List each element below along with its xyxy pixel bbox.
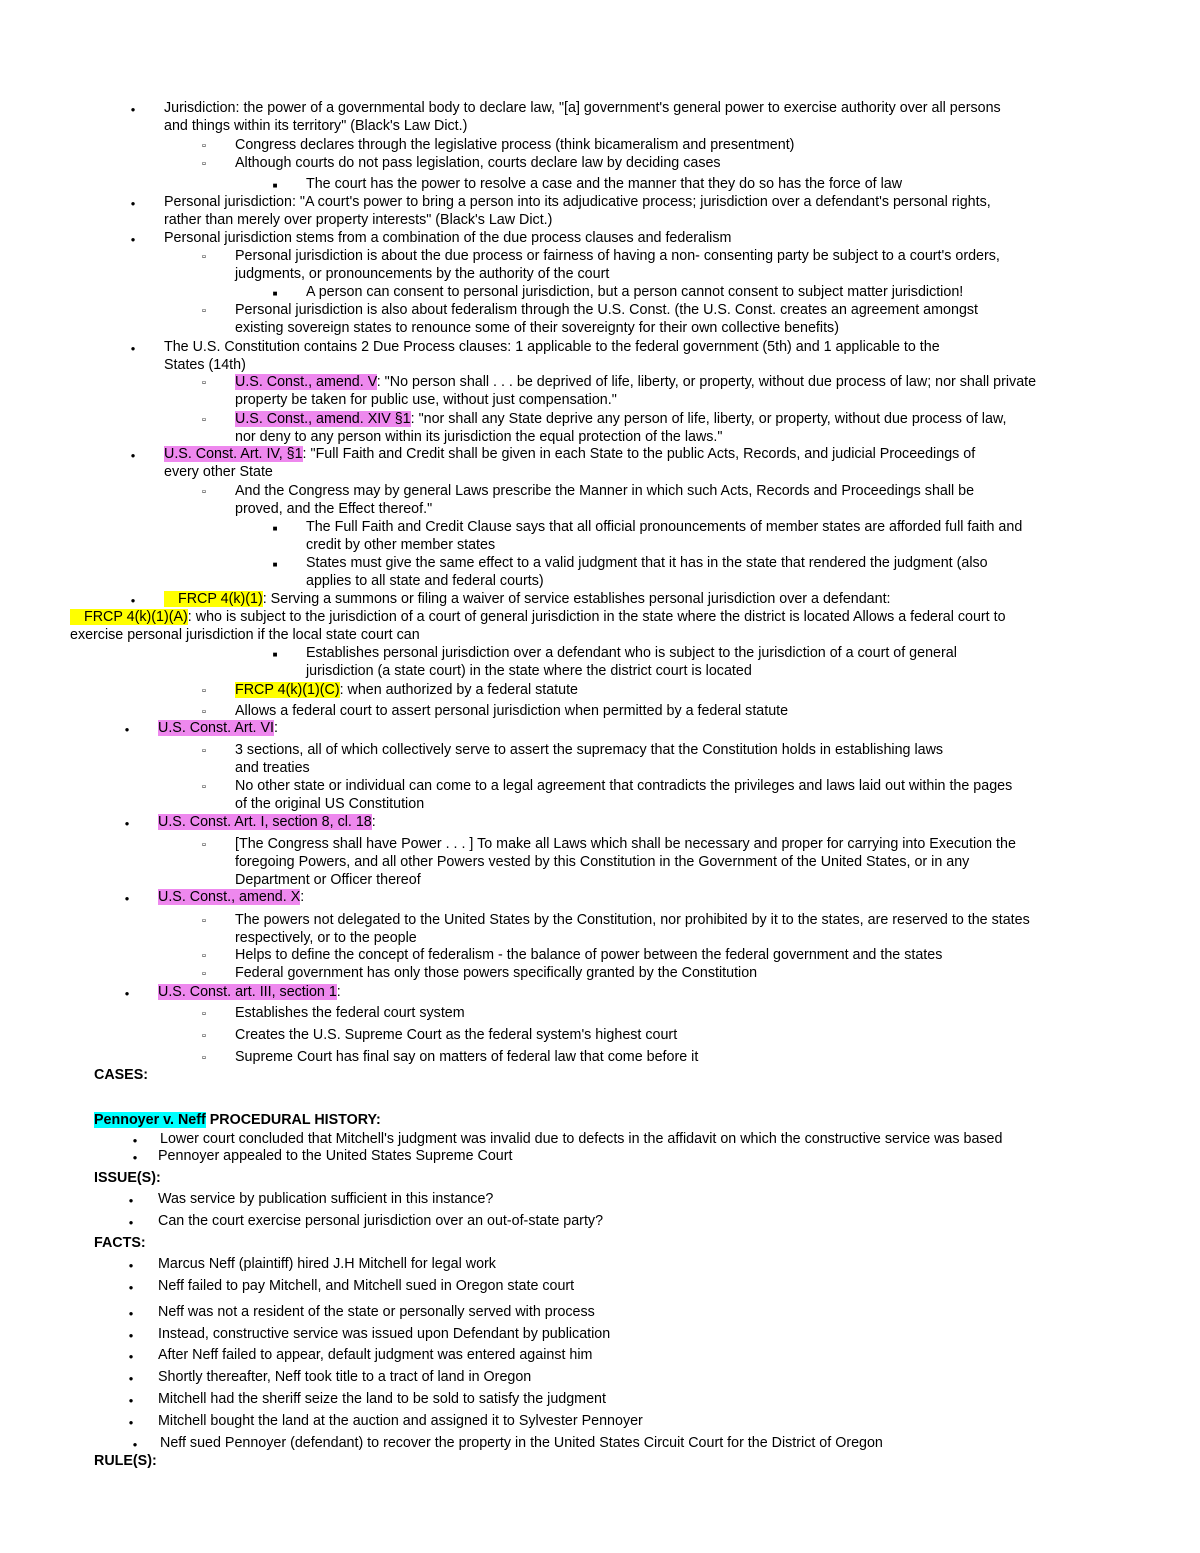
citation-highlight: U.S. Const. Art. IV, §1: [164, 446, 303, 462]
bullet-icon: [124, 1303, 138, 1323]
sub-bullet-icon: [197, 247, 211, 266]
note-text: Establishes the federal court system: [235, 1005, 465, 1021]
note-text: U.S. Const. Art. I, section 8, cl. 18:: [158, 814, 376, 830]
note-text: A person can consent to personal jurisdiction, but a person cannot consent to subject matter jurisdiction!: [306, 284, 964, 300]
note-text: U.S. Const. art. III, section 1:: [158, 984, 341, 1000]
note-text: U.S. Const. Art. VI:: [158, 720, 278, 736]
bullet-icon: [124, 1212, 138, 1232]
bullet-icon: [128, 1434, 142, 1454]
note-text: property be taken for public use, without just compensation.": [235, 392, 617, 408]
citation-highlight: U.S. Const. Art. I, section 8, cl. 18: [158, 814, 372, 830]
sub-bullet-icon: [197, 154, 211, 173]
note-text: nor deny to any person within its jurisdiction the equal protection of the laws.": [235, 429, 723, 445]
citation-highlight: U.S. Const. art. III, section 1: [158, 984, 337, 1000]
bullet-icon: [124, 1190, 138, 1210]
sub-bullet-icon: [197, 681, 211, 700]
note-text: Can the court exercise personal jurisdiction over an out-of-state party?: [158, 1213, 604, 1229]
note-text: U.S. Const. Art. IV, §1: "Full Faith and Credit shall be given in each State to the public Acts, Records, and judicial Proceedings of: [164, 446, 976, 462]
note-text: Neff failed to pay Mitchell, and Mitchell sued in Oregon state court: [158, 1278, 575, 1294]
bullet-icon: [126, 445, 140, 465]
square-bullet-icon: [268, 644, 282, 664]
sub-bullet-icon: [197, 301, 211, 320]
bullet-icon: [128, 1147, 142, 1167]
bullet-icon: [120, 813, 134, 833]
sub-bullet-icon: [197, 1004, 211, 1023]
note-text: Lower court concluded that Mitchell's judgment was invalid due to defects in the affidavit on which the constructive service was based: [160, 1131, 1003, 1147]
section-heading: CASES:: [94, 1067, 149, 1083]
note-text: existing sovereign states to renounce some of their sovereignty for their own collective benefits): [235, 320, 839, 336]
bullet-icon: [124, 1390, 138, 1410]
note-text: The U.S. Constitution contains 2 Due Process clauses: 1 applicable to the federal government (5th) and 1 applicable to the: [164, 339, 940, 355]
note-text: Establishes personal jurisdiction over a defendant who is subject to the jurisdiction of a court of general: [306, 645, 957, 661]
note-text: exercise personal jurisdiction if the local state court can: [70, 627, 420, 643]
citation-highlight: U.S. Const. Art. VI: [158, 720, 275, 736]
note-text: jurisdiction (a state court) in the state where the district court is located: [306, 663, 752, 679]
square-bullet-icon: [268, 518, 282, 538]
bullet-icon: [120, 888, 134, 908]
sub-bullet-icon: [197, 1048, 211, 1067]
note-text: Personal jurisdiction stems from a combination of the due process clauses and federalism: [164, 230, 732, 246]
bullet-icon: [126, 338, 140, 358]
sub-bullet-icon: [197, 373, 211, 392]
note-text: Although courts do not pass legislation, courts declare law by deciding cases: [235, 155, 721, 171]
note-text: Department or Officer thereof: [235, 872, 421, 888]
note-text: Allows a federal court to assert personal jurisdiction when permitted by a federal statute: [235, 703, 789, 719]
square-bullet-icon: [268, 554, 282, 574]
section-heading: FACTS:: [94, 1235, 146, 1251]
bullet-icon: [124, 1277, 138, 1297]
bullet-icon: [124, 1368, 138, 1388]
note-text: Shortly thereafter, Neff took title to a tract of land in Oregon: [158, 1369, 532, 1385]
citation-highlight: U.S. Const., amend. V: [235, 374, 377, 390]
bullet-icon: [126, 590, 140, 610]
bullet-icon: [126, 193, 140, 213]
note-text: Federal government has only those powers specifically granted by the Constitution: [235, 965, 758, 981]
note-text: foregoing Powers, and all other Powers vested by this Constitution in the Government of the United States, or in any: [235, 854, 970, 870]
square-bullet-icon: [268, 175, 282, 195]
note-text: Neff sued Pennoyer (defendant) to recover the property in the United States Circuit Court for the District of Oregon: [160, 1435, 883, 1451]
sub-bullet-icon: [197, 777, 211, 796]
note-text: Personal jurisdiction: "A court's power to bring a person into its adjudicative process; jurisdiction over a defendant's personal rights,: [164, 194, 991, 210]
sub-bullet-icon: [197, 741, 211, 760]
note-text: And the Congress may by general Laws prescribe the Manner in which such Acts, Records and Proceedings shall be: [235, 483, 975, 499]
note-text: Personal jurisdiction is also about federalism through the U.S. Const. (the U.S. Const. creates an agreement amongst: [235, 302, 979, 318]
note-text: FRCP 4(k)(1)(C): when authorized by a federal statute: [235, 682, 579, 698]
sub-bullet-icon: [197, 946, 211, 965]
sub-bullet-icon: [197, 1026, 211, 1045]
note-text: applies to all state and federal courts): [306, 573, 544, 589]
bullet-icon: [124, 1412, 138, 1432]
note-text: U.S. Const., amend. X:: [158, 889, 305, 905]
note-text: After Neff failed to appear, default judgment was entered against him: [158, 1347, 593, 1363]
note-text: Supreme Court has final say on matters of federal law that come before it: [235, 1049, 699, 1065]
note-text: respectively, or to the people: [235, 930, 417, 946]
square-bullet-icon: [268, 283, 282, 303]
citation-highlight: U.S. Const., amend. X: [158, 889, 301, 905]
note-text: credit by other member states: [306, 537, 496, 553]
bullet-icon: [120, 983, 134, 1003]
note-text: Helps to define the concept of federalism - the balance of power between the federal government and the states: [235, 947, 943, 963]
note-text: Mitchell had the sheriff seize the land to be sold to satisfy the judgment: [158, 1391, 606, 1407]
rule-highlight: FRCP 4(k)(1)(C): [235, 682, 340, 698]
note-text: U.S. Const., amend. V: "No person shall . . . be deprived of life, liberty, or property, without due process of law; nor shall private: [235, 374, 1037, 390]
note-text: FRCP 4(k)(1)(A): who is subject to the jurisdiction of a court of general jurisdiction in the state where the district is located Allows a federal court to: [70, 608, 1006, 626]
case-name-highlight: Pennoyer v. Neff: [94, 1112, 206, 1128]
bullet-icon: [124, 1346, 138, 1366]
note-text: proved, and the Effect thereof.": [235, 501, 433, 517]
note-text: U.S. Const., amend. XIV §1: "nor shall any State deprive any person of life, liberty, or property, without due process of law,: [235, 411, 1007, 427]
note-text: and treaties: [235, 760, 310, 776]
note-text: Creates the U.S. Supreme Court as the federal system's highest court: [235, 1027, 678, 1043]
note-text: Congress declares through the legislative process (think bicameralism and presentment): [235, 137, 795, 153]
case-heading: Pennoyer v. Neff PROCEDURAL HISTORY:: [94, 1112, 381, 1128]
citation-highlight: U.S. Const., amend. XIV §1: [235, 411, 411, 427]
sub-bullet-icon: [197, 482, 211, 501]
note-text: and things within its territory" (Black's Law Dict.): [164, 118, 468, 134]
sub-bullet-icon: [197, 136, 211, 155]
note-text: The court has the power to resolve a case and the manner that they do so has the force of law: [306, 176, 903, 192]
bullet-icon: [120, 719, 134, 739]
note-text: Marcus Neff (plaintiff) hired J.H Mitchell for legal work: [158, 1256, 496, 1272]
note-text: FRCP 4(k)(1): Serving a summons or filing a waiver of service establishes personal jurisdiction over a defendant:: [164, 590, 891, 608]
note-text: Pennoyer appealed to the United States Supreme Court: [158, 1148, 513, 1164]
note-text: rather than merely over property interests" (Black's Law Dict.): [164, 212, 553, 228]
note-text: The Full Faith and Credit Clause says that all official pronouncements of member states are afforded full faith and: [306, 519, 1023, 535]
rule-highlight: FRCP 4(k)(1): [164, 591, 263, 607]
bullet-icon: [124, 1325, 138, 1345]
note-text: judgments, or pronouncements by the authority of the court: [235, 266, 610, 282]
section-heading: ISSUE(S):: [94, 1170, 161, 1186]
note-text: States (14th): [164, 357, 246, 373]
note-text: 3 sections, all of which collectively serve to assert the supremacy that the Constitution holds in establishing laws: [235, 742, 944, 758]
section-heading: RULE(S):: [94, 1453, 157, 1469]
note-text: Jurisdiction: the power of a governmental body to declare law, "[a] government's general power to exercise authority over all persons: [164, 100, 1001, 116]
note-text: [The Congress shall have Power . . . ] To make all Laws which shall be necessary and proper for carrying into Execution the: [235, 836, 1016, 852]
rule-highlight: FRCP 4(k)(1)(A): [70, 609, 188, 625]
note-text: Personal jurisdiction is about the due process or fairness of having a non- consenting party be subject to a court's orders,: [235, 248, 1000, 264]
bullet-icon: [126, 229, 140, 249]
sub-bullet-icon: [197, 911, 211, 930]
sub-bullet-icon: [197, 835, 211, 854]
bullet-icon: [124, 1255, 138, 1275]
sub-bullet-icon: [197, 964, 211, 983]
note-text: Neff was not a resident of the state or personally served with process: [158, 1304, 595, 1320]
note-text: Mitchell bought the land at the auction and assigned it to Sylvester Pennoyer: [158, 1413, 643, 1429]
note-text: of the original US Constitution: [235, 796, 425, 812]
bullet-icon: [126, 99, 140, 119]
note-text: every other State: [164, 464, 273, 480]
note-text: No other state or individual can come to a legal agreement that contradicts the privileges and laws laid out within the pages: [235, 778, 1013, 794]
sub-bullet-icon: [197, 410, 211, 429]
note-text: Was service by publication sufficient in this instance?: [158, 1191, 494, 1207]
note-text: Instead, constructive service was issued upon Defendant by publication: [158, 1326, 611, 1342]
note-text: The powers not delegated to the United States by the Constitution, nor prohibited by it to the states, are reserved to the states: [235, 912, 1030, 928]
note-text: States must give the same effect to a valid judgment that it has in the state that rendered the judgment (also: [306, 555, 988, 571]
